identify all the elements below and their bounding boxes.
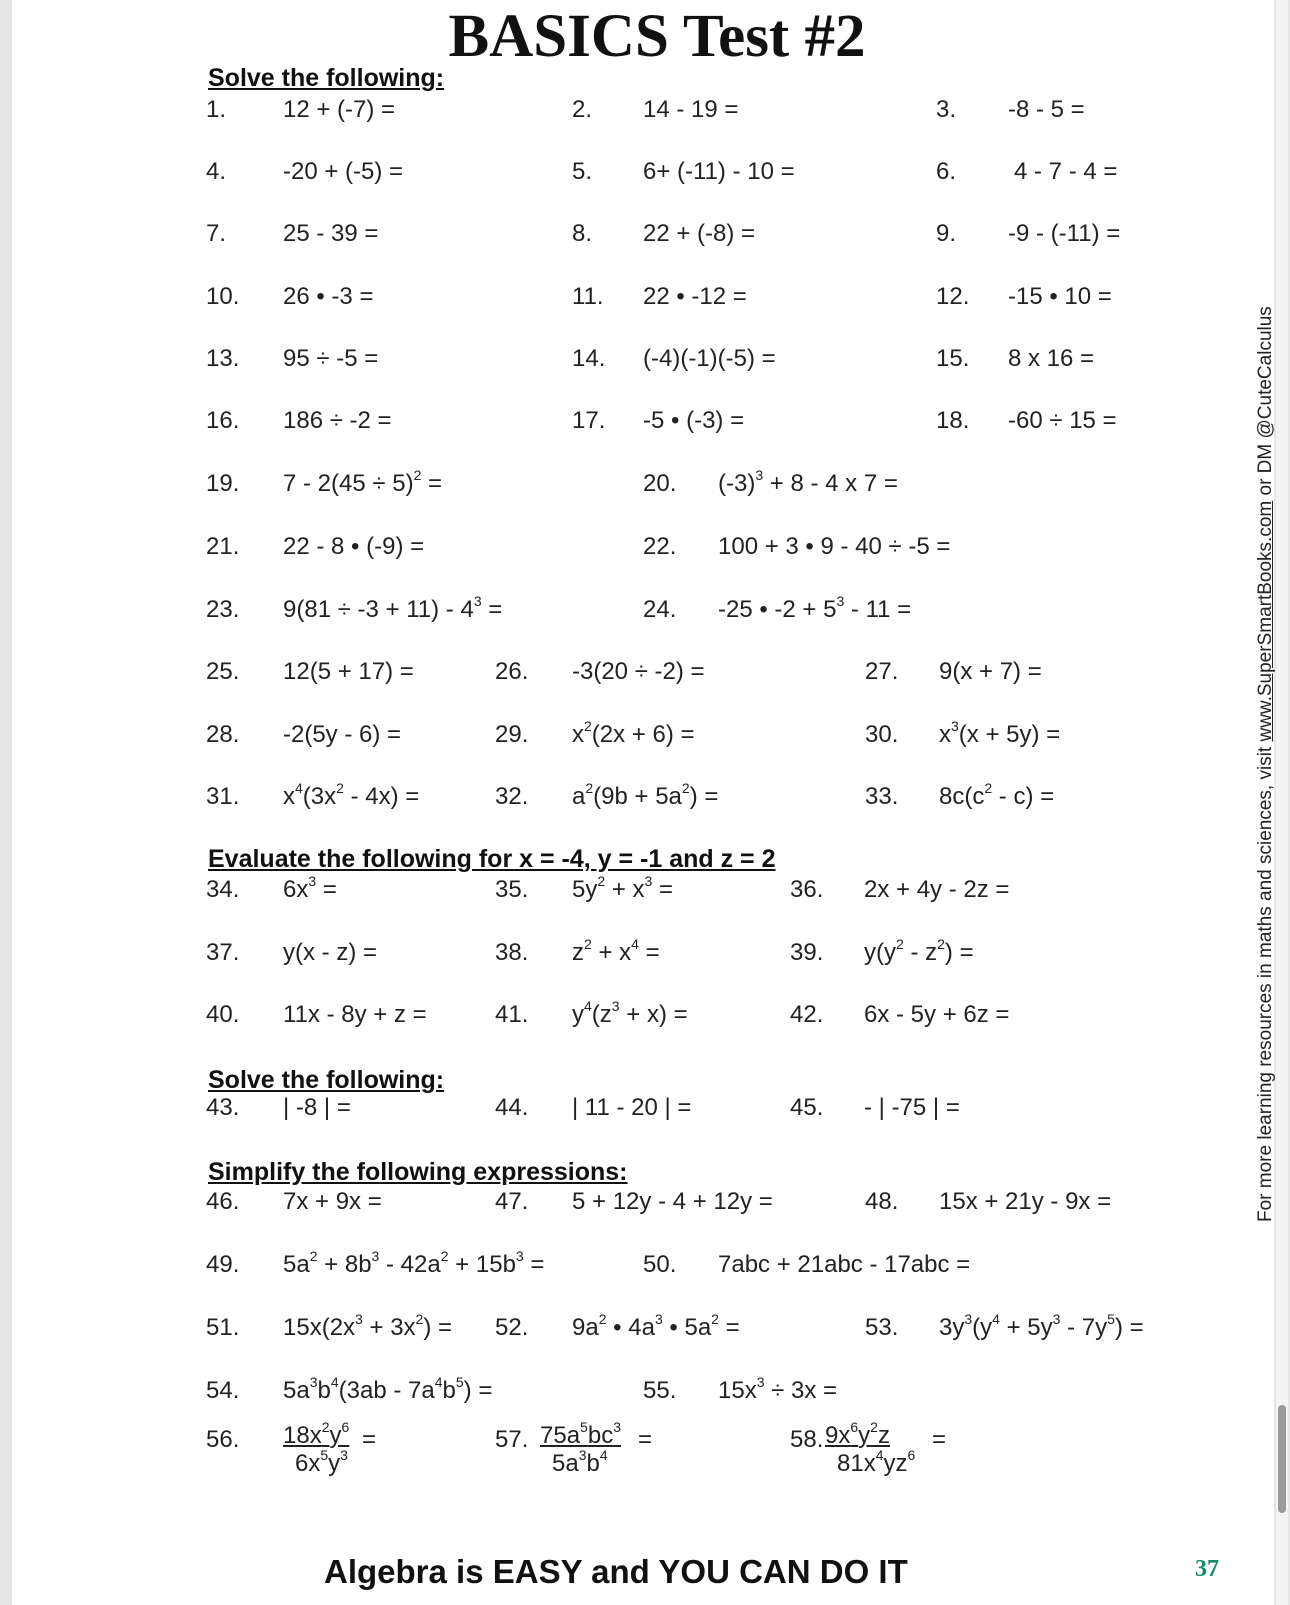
problem-expression: 8 x 16 =	[1008, 345, 1095, 372]
problem-number: 28.	[206, 721, 240, 748]
problem-expression: $8c(c^2 - c)$ =	[939, 780, 1055, 810]
problem-expression: (-4)(-1)(-5) =	[643, 345, 776, 372]
sidebar-text-before: For more learning resources in maths and sciences, visit	[1255, 741, 1276, 1222]
problem-number: 38.	[495, 939, 529, 966]
problem-expression: - | -75 | =	[864, 1094, 960, 1121]
problem-number: 34.	[206, 876, 240, 903]
problem-number: 32.	[495, 783, 529, 810]
problem-number: 52.	[495, 1314, 529, 1341]
problem-number: 22.	[643, 533, 677, 560]
problem-number: 54.	[206, 1377, 240, 1404]
problem-number: 11.	[572, 283, 604, 310]
problem-number: 45.	[790, 1094, 824, 1121]
problem-expression: 12 + (-7) =	[283, 96, 396, 123]
fraction-numerator: $9x^6y^2z$	[825, 1419, 890, 1449]
problem-number: 44.	[495, 1094, 529, 1121]
fraction-equals: =	[932, 1426, 947, 1453]
problem-number: 17.	[572, 407, 606, 434]
problem-expression: $15x(2x^3 + 3x^2)$ =	[283, 1311, 453, 1341]
section-heading-evaluate: Evaluate the following for x = -4, y = -1 and z = 2	[208, 845, 776, 873]
problem-number: 12.	[936, 283, 970, 310]
problem-number: 46.	[206, 1188, 240, 1215]
fraction-expression	[540, 1419, 621, 1478]
problem-number: 41.	[495, 1001, 529, 1028]
problem-number: 6.	[936, 158, 957, 185]
problem-number: 14.	[572, 345, 606, 372]
problem-number: 24.	[643, 596, 677, 623]
problem-number: 51.	[206, 1314, 240, 1341]
problem-number: 10.	[206, 283, 240, 310]
footer-slogan: Algebra is EASY and YOU CAN DO IT	[324, 1553, 908, 1590]
problem-expression: 12(5 + 17) =	[283, 658, 414, 685]
problem-number: 57.	[495, 1426, 529, 1453]
page-title: BASICS Test #2	[448, 3, 866, 70]
problem-number: 33.	[865, 783, 899, 810]
problem-expression: -2(5y - 6) =	[283, 721, 402, 748]
fraction-equals: =	[362, 1426, 377, 1453]
problem-number: 9.	[936, 220, 957, 247]
section-heading-simplify: Simplify the following expressions:	[208, 1158, 628, 1186]
problem-expression: 22 + (-8) =	[643, 220, 756, 247]
problem-number: 48.	[865, 1188, 899, 1215]
problem-number: 23.	[206, 596, 240, 623]
problem-number: 13.	[206, 345, 240, 372]
worksheet-page	[12, 0, 1274, 1605]
problem-expression: 25 - 39 =	[283, 220, 379, 247]
problem-number: 5.	[572, 158, 593, 185]
problem-number: 39.	[790, 939, 824, 966]
section-heading-solve: Solve the following:	[208, 64, 445, 92]
problem-expression: 7abc + 21abc - 17abc =	[718, 1251, 971, 1278]
problem-expression: $5a^3b^4(3ab - 7a^4b^5)$ =	[283, 1374, 493, 1404]
fraction-numerator: $75a^5bc^3$	[540, 1419, 621, 1449]
sidebar-note	[1255, 306, 1277, 1222]
problem-number: 26.	[495, 658, 529, 685]
problem-number: 4.	[206, 158, 227, 185]
fraction-denominator: $6x^5y^3$	[295, 1447, 348, 1477]
problem-expression: 186 ÷ -2 =	[283, 407, 392, 434]
problem-number: 16.	[206, 407, 240, 434]
problem-expression: $15x^3 \div 3x$ =	[718, 1374, 838, 1404]
problem-number: 31.	[206, 783, 240, 810]
problem-expression: 15x + 21y - 9x =	[939, 1188, 1112, 1215]
problem-expression: $5y^2 + x^3$ =	[572, 873, 673, 903]
problem-expression: -15 • 10 =	[1008, 283, 1112, 310]
problem-expression: $(-3)^3 + 8 - 4$ x 7 =	[718, 467, 898, 497]
problem-number: 27.	[865, 658, 899, 685]
fraction-expression	[825, 1419, 916, 1478]
problem-number: 29.	[495, 721, 529, 748]
problem-expression: 26 • -3 =	[283, 283, 374, 310]
problem-expression: 5 + 12y - 4 + 12y =	[572, 1188, 773, 1215]
problem-number: 37.	[206, 939, 240, 966]
problem-number: 18.	[936, 407, 970, 434]
problem-number: 36.	[790, 876, 824, 903]
problem-expression: -25 • $-2 + 5^3 - 11$ =	[718, 593, 912, 623]
fraction-denominator: $5a^3b^4$	[552, 1447, 608, 1477]
problem-number: 35.	[495, 876, 529, 903]
problem-expression: | 11 - 20 | =	[572, 1094, 692, 1121]
problem-expression: 22 - 8 • (-9) =	[283, 533, 425, 560]
fraction-expression	[283, 1419, 350, 1478]
problem-expression: $a^2(9b + 5a^2)$ =	[572, 780, 719, 810]
problem-expression: -8 - 5 =	[1008, 96, 1085, 123]
problem-expression: -5 • (-3) =	[643, 407, 745, 434]
problem-expression: $x^4(3x^2 - 4x)$ =	[283, 780, 420, 810]
problem-number: 1.	[206, 96, 227, 123]
sidebar-link[interactable]: www.SuperSmartBooks.com	[1255, 500, 1276, 742]
problem-expression: 6x - 5y + 6z =	[864, 1001, 1010, 1028]
problem-number: 2.	[572, 96, 593, 123]
problem-expression: -9 - (-11) =	[1008, 220, 1121, 247]
problem-expression: $y(y^2 - z^2)$ =	[864, 936, 974, 966]
problem-expression: $3y^3(y^4 + 5y^3 - 7y^5)$ =	[939, 1311, 1144, 1341]
problem-expression: $y^4(z^3 + x)$ =	[572, 998, 688, 1028]
problem-number: 43.	[206, 1094, 240, 1121]
problem-number: 21.	[206, 533, 240, 560]
problem-expression: $z^2 + x^4$ =	[572, 936, 660, 966]
problem-expression: $5a^2 + 8b^3 - 42a^2 + 15b^3$ =	[283, 1248, 545, 1278]
problem-number: 55.	[643, 1377, 677, 1404]
problem-number: 53.	[865, 1314, 899, 1341]
page-number: 37	[1195, 1556, 1219, 1582]
problem-number: 49.	[206, 1251, 240, 1278]
problem-expression: $6x^3$ =	[283, 873, 337, 903]
problem-number: 50.	[643, 1251, 677, 1278]
problem-expression: | -8 | =	[283, 1094, 351, 1121]
problem-number: 15.	[936, 345, 970, 372]
problem-number: 30.	[865, 721, 899, 748]
fraction-equals: =	[638, 1426, 653, 1453]
problem-number: 40.	[206, 1001, 240, 1028]
problem-expression: 11x - 8y + z =	[283, 1001, 427, 1028]
sidebar-text-after: or DM @CuteCalculus	[1255, 306, 1276, 501]
problem-expression: 9(x + 7) =	[939, 658, 1042, 685]
problem-expression: $x^2(2x + 6)$ =	[572, 718, 695, 748]
problem-number: 25.	[206, 658, 240, 685]
problem-expression: 6+ (-11) - 10 =	[643, 158, 795, 185]
problem-expression: 95 ÷ -5 =	[283, 345, 379, 372]
problem-number: 42.	[790, 1001, 824, 1028]
problem-number: 58.	[790, 1426, 824, 1453]
problem-expression: 100 + 3 • 9 - 40 ÷ -5 =	[718, 533, 951, 560]
problem-expression: $7 - 2(45 \div 5)^2$ =	[283, 467, 443, 497]
problem-number: 56.	[206, 1426, 240, 1453]
problem-expression: -3(20 ÷ -2) =	[572, 658, 705, 685]
problem-expression: -60 ÷ 15 =	[1008, 407, 1117, 434]
problem-number: 47.	[495, 1188, 529, 1215]
problem-number: 3.	[936, 96, 957, 123]
scrollbar-thumb[interactable]	[1278, 1405, 1286, 1513]
scrollbar-track[interactable]	[1276, 0, 1288, 1605]
problem-expression: y(x - z) =	[283, 939, 377, 966]
fraction-numerator: $18x^2y^6$	[283, 1419, 350, 1449]
problem-expression: 4 - 7 - 4 =	[1014, 158, 1118, 185]
problem-expression: $9(81 \div -3 + 11) - 4^3$ =	[283, 593, 503, 623]
problem-expression: -20 + (-5) =	[283, 158, 404, 185]
problem-expression: 14 - 19 =	[643, 96, 739, 123]
problem-expression: 2x + 4y - 2z =	[864, 876, 1010, 903]
problem-expression: 22 • -12 =	[643, 283, 747, 310]
problem-number: 20.	[643, 470, 677, 497]
fraction-denominator: $81x^4yz^6$	[837, 1447, 916, 1477]
problem-number: 7.	[206, 220, 227, 247]
problem-expression: 7x + 9x =	[283, 1188, 382, 1215]
problem-expression: $9a^2$ • $4a^3$ • $5a^2$ =	[572, 1311, 740, 1341]
problem-expression: $x^3(x + 5y)$ =	[939, 718, 1061, 748]
section-heading-solve-abs: Solve the following:	[208, 1066, 445, 1094]
problem-number: 19.	[206, 470, 240, 497]
problem-number: 8.	[572, 220, 593, 247]
